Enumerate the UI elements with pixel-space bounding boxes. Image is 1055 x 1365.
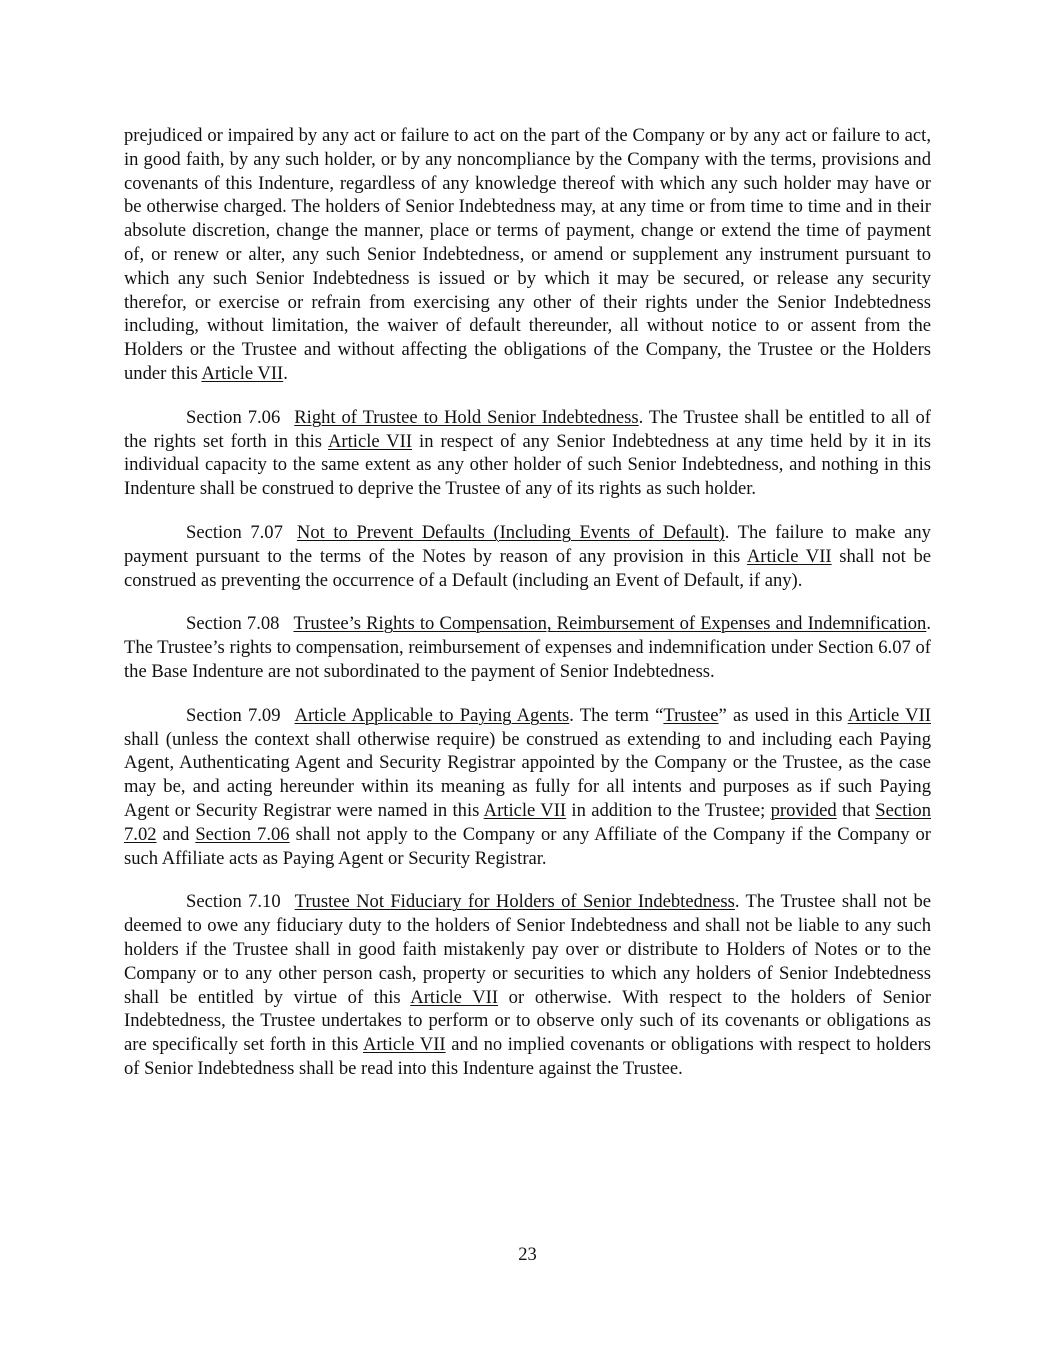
section-number: Section 7.07: [186, 521, 283, 543]
paragraph-text: in addition to the Trustee;: [566, 799, 771, 821]
paragraph-text: . The failure to make any payment pursuant to the terms of the Notes by reason of any provision in this: [124, 521, 931, 567]
section-7-07: [124, 521, 931, 592]
section-heading: Trustee’s Rights to Compensation, Reimbursement of Expenses and Indemnification: [293, 613, 927, 635]
article-reference: Article VII: [328, 430, 413, 452]
section-number: Section 7.10: [186, 891, 281, 913]
paragraph-text: shall not be construed as preventing the occurrence of a Default (including an Event of Default, if any).: [124, 545, 931, 591]
paragraph-text: or otherwise. With respect to the holders of Senior Indebtedness, the Trustee undertakes to perform or to observe only such of its covenants or obligations as are specifically set forth in this: [124, 986, 931, 1056]
paragraph-text: prejudiced or impaired by any act or failure to act on the part of the Company or by any act or failure to act, in good faith, by any such holder, or by any noncompliance by the Company with the terms, provisions and covenants of this Indenture, regardless of any knowledge thereof with which any such holder may have or be otherwise charged. The holders of Senior Indebtedness may, at any time or from time to time and in their absolute discretion, change the manner, place or terms of payment, change or extend the time of payment of, or renew or alter, any such Senior Indebtedness, or amend or supplement any instrument pursuant to which any such Senior Indebtedness is issued or by which it may be secured, or release any security therefor, or exercise or refrain from exercising any other of their rights under the Senior Indebtedness including, without limitation, the waiver of default thereunder, all without notice to or assent from the Holders or the Trustee and without affecting the obligations of the Company, the Trustee or the Holders under this: [124, 125, 931, 384]
paragraph-text: . The term “: [569, 704, 664, 726]
paragraph-text: that: [836, 799, 876, 821]
section-heading: Right of Trustee to Hold Senior Indebtedness: [294, 406, 639, 428]
article-reference: Article VII: [410, 986, 499, 1008]
article-reference: Article VII: [847, 704, 931, 726]
section-reference: Section 7.06: [195, 823, 290, 845]
section-7-09: [124, 704, 931, 871]
section-number: Section 7.06: [186, 406, 281, 428]
defined-term: Trustee: [663, 704, 719, 726]
section-heading: Article Applicable to Paying Agents: [294, 704, 570, 726]
article-reference: Article VII: [201, 362, 284, 384]
paragraph-text: ” as used in this: [718, 704, 848, 726]
paragraph-text: in respect of any Senior Indebtedness at any time held by it in its individual capacity to the same extent as any other holder of such Senior Indebtedness, and nothing in this Indenture shall be construed to deprive the Trustee of any of its rights as such holder.: [124, 430, 932, 500]
paragraph-text: . The Trustee shall be entitled to all of the rights set forth in this: [124, 406, 932, 452]
paragraph-text: shall not apply to the Company or any Affiliate of the Company if the Company or such Affiliate acts as Paying Agent or Security Registrar.: [124, 823, 931, 869]
section-heading: Trustee Not Fiduciary for Holders of Senior Indebtedness: [294, 891, 735, 913]
section-number: Section 7.08: [186, 613, 280, 635]
article-reference: Article VII: [483, 799, 567, 821]
page-number: 23: [518, 1244, 537, 1265]
paragraph-continuation: [124, 124, 931, 386]
article-reference: Article VII: [362, 1034, 446, 1056]
article-reference: Article VII: [746, 545, 832, 567]
section-7-06: [124, 406, 931, 501]
paragraph-text: shall (unless the context shall otherwise require) be construed as extending to and including each Paying Agent, Authenticating Agent and Security Registrar appointed by the Company or the Trustee, as the case may be, and acting hereunder within its meaning as fully for all intents and purposes as if such Paying Agent or Security Registrar were named in this: [124, 728, 931, 821]
section-reference: Section 7.02: [124, 799, 932, 845]
section-7-10: [124, 890, 931, 1080]
proviso-term: provided: [770, 799, 837, 821]
document-page: [124, 124, 931, 1101]
paragraph-text: .: [283, 362, 288, 384]
paragraph-text: . The Trustee shall not be deemed to owe any fiduciary duty to the holders of Senior Indebtedness and shall not be liable to any such holders if the Trustee shall in good faith mistakenly pay over or distribute to Holders of Notes or to the Company or to any other person cash, property or securities to which any holders of Senior Indebtedness shall be entitled by virtue of this: [124, 891, 931, 1008]
paragraph-text: and no implied covenants or obligations with respect to holders of Senior Indebtedness shall be read into this Indenture against the Trustee.: [124, 1034, 931, 1079]
paragraph-text: and: [156, 823, 196, 845]
paragraph-text: . The Trustee’s rights to compensation, reimbursement of expenses and indemnification under Section 6.07 of the Base Indenture are not subordinated to the payment of Senior Indebtedness.: [124, 613, 931, 682]
section-number: Section 7.09: [186, 704, 281, 726]
section-7-08: [124, 612, 931, 683]
section-heading: Not to Prevent Defaults (Including Events of Default): [296, 521, 725, 543]
